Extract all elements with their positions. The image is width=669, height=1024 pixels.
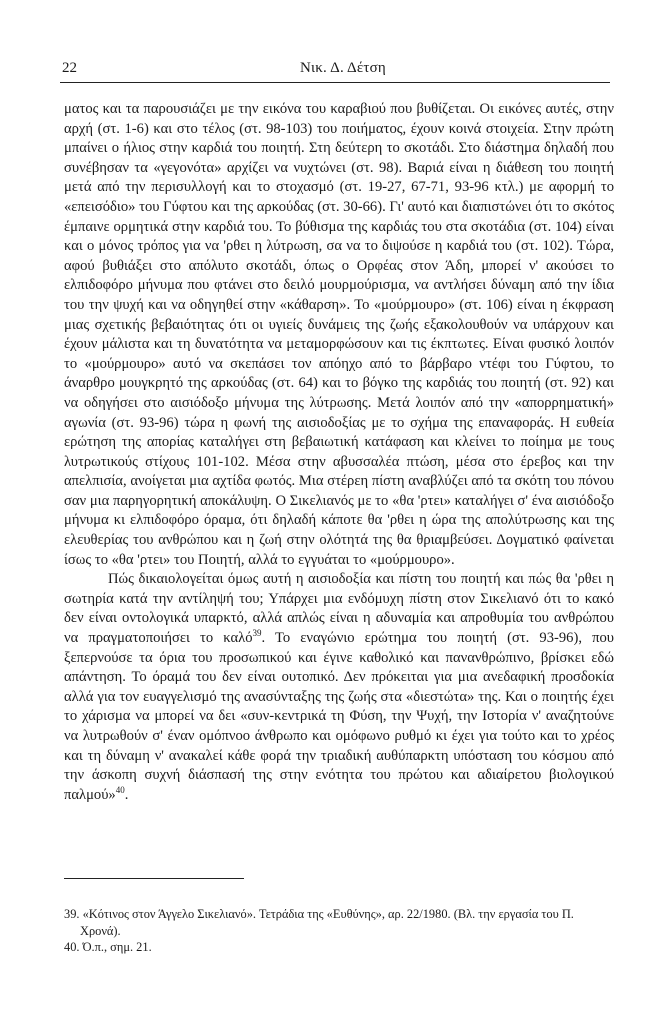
footnote-rule (64, 878, 244, 879)
paragraph-1: ματος και τα παρουσιάζει με την εικόνα του καραβιού που βυθίζεται. Οι εικόνες αυτές, στην αρχή (στ. 1-6) και στο τέλος (στ. 98-103) του ποιήματος, έχουν κοινά στοιχεία. Στην πρώτη μπαίνει ο ήλιος στην καρδιά του ποιητή. Στη δεύτερη το σκοτάδι. Στο διάστημα δηλαδή που συνέβησαν τα «γεγονότα» αρχίζει να νυχτώνει (στ. 98). Βαριά είναι η διάθεση του ποιητή μετά από την περισυλλογή και το στοχασμό (στ. 19-27, 67-71, 93-96 κτλ.) με αφορμή το «επεισόδιο» του Γύφτου και της αρκούδας (στ. 30-66). Γι' αυτό και διαπιστώνει ότι το σκότος έμπαινε ορμητικά στην καρδιά του. Το βύθισμα της καρδιάς του στα σκοτάδια (στ. 104) είναι και ο μόνος τρόπος για να 'ρθει η λύτρωση, σα να το διψούσε η καρδιά του (στ. 102). Τώρα, αφού βυθιάξει στο απόλυτο σκοτάδι, όπως ο Ορφέας στον Άδη, μπορεί ν' ακούσει το ελπιδοφόρο μήνυμα που φτάνει στο δειλό μουρμούρισμα, να αντλήσει δύναμη από την ίδια του την ψυχή και να οδηγηθεί στην «κάθαρση». Το «μούρμουρο» (στ. 106) είναι η έκφραση μιας σχετικής βεβαιότητας ότι οι υγιείς δυνάμεις της ζωής εξακολουθούν να υπάρχουν και έχουν μάλιστα και τη δυνατότητα να μεταμορφώσουν και τις έκπτωτες. Είναι φυσικό λοιπόν το «μούρμουρο» αυτό να σκεπάσει τον απόηχο από το βάρβαρο ντέφι του Γύφτου, το άναρθρο μουγκρητό της αρκούδας (στ. 64) και το βόγκο της καρδιάς του ποιητή (στ. 92) και να οδηγήσει στο αισιόδοξο μήνυμα της λύτρωσης. Μετά λοιπόν από την «απορρηματική» αγωνία (στ. 93-96) τώρα η φωνή της αισιοδοξίας με το σχήμα της επαναφοράς. Η ευθεία ερώτηση της απορίας καταλήγει στη βεβαιωτική κατάφαση και κλείνει το ποίημα με τους λυτρωτικούς στίχους 101-102. Μέσα στην αβυσσαλέα πτώση, μέσα στο έρεβος και την απελπισία, ανοίγεται μια αχτίδα φωτός. Μια στέρεη πίστη αναβλύζει από τα σκότη του πόνου σαν μια παρηγορητική αποκάλυψη. Ο Σικελιανός με το «θα 'ρτει» καταλήγει σ' ένα αισιόδοξο μήνυμα κι ελπιδοφόρο όραμα, ότι δηλαδή κάποτε θα 'ρθει η ώρα της απολύτρωσης και της ελευθερίας του ανθρώπου και η ζωή στην ολότητά της θα θριαμβεύσει. Δογματικό φαίνεται ίσως το «θα 'ρτει» του Ποιητή, αλλά το εγγυάται το «μούρμουρο». (64, 101, 614, 568)
footnote-40: 40. Ό.π., σημ. 21. (64, 940, 152, 954)
paragraph-2 (64, 570, 614, 805)
header-rule (60, 82, 610, 83)
running-head: Νικ. Δ. Δέτση (300, 60, 386, 76)
footnote-ref-40[interactable]: 40 (115, 784, 125, 795)
paragraph-2-text-b: . Το εναγώνιο ερώτημα του ποιητή (στ. 93-96), που ξεπερνούσε τα όρια του προσωπικού και έγινε καθολικό και πανανθρώπινο, βρίσκει εδώ απάντηση. Το όραμά του δεν είναι ουτοπικό. Δεν πρόκειται για μια ανεδαφική προσδοκία αλλά για τον ευαγγελισμό της ανασύνταξης της ζωής στα «διεστώτα» της. Και ο ποιητής έχει το χάρισμα να μπορεί να δει «συν-κεντρικά τη Φύση, την Ψυχή, την Ιστορία ν' αναζητούνε να λυτρωθούν σ' έναν ομόπνοο άνθρωπο και ομόφωνο ρυθμό κι έχει για τούτο και το χρέος και τη δύναμη ν' ανακαλεί κάθε φορά την τριαδική αυθύπαρκτη υπόσταση του κόσμου από την άσκοπη συχνή διάσπασή της στην ενότητα του πρώτου και αδιαίρετου βιολογικού παλμού» (64, 630, 614, 803)
footnote-39: 39. «Κότινος στον Άγγελο Σικελιανό». Τετράδια της «Ευθύνης», αρ. 22/1980. (Βλ. την εργασία του Π. Χρονά). (64, 907, 574, 938)
paragraph-2-text-a: Πώς δικαιολογείται όμως αυτή η αισιοδοξία και πίστη του ποιητή και πώς θα 'ρθει η σωτηρία κατά την αντίληψή του; Υπάρχει μια ενδόμυχη πίστη στον Σικελιανό ότι το κακό δεν είναι οντολογικά υπαρκτό, αλλά απλώς είναι η αδυναμία και απροθυμία του ανθρώπου να πραγματοποιήσει το καλό (64, 571, 614, 647)
footnote-ref-39[interactable]: 39 (252, 628, 262, 639)
page-number: 22 (62, 60, 77, 76)
footnotes (64, 906, 614, 956)
paragraph-2-end: . (124, 786, 129, 803)
body-text (64, 100, 614, 805)
